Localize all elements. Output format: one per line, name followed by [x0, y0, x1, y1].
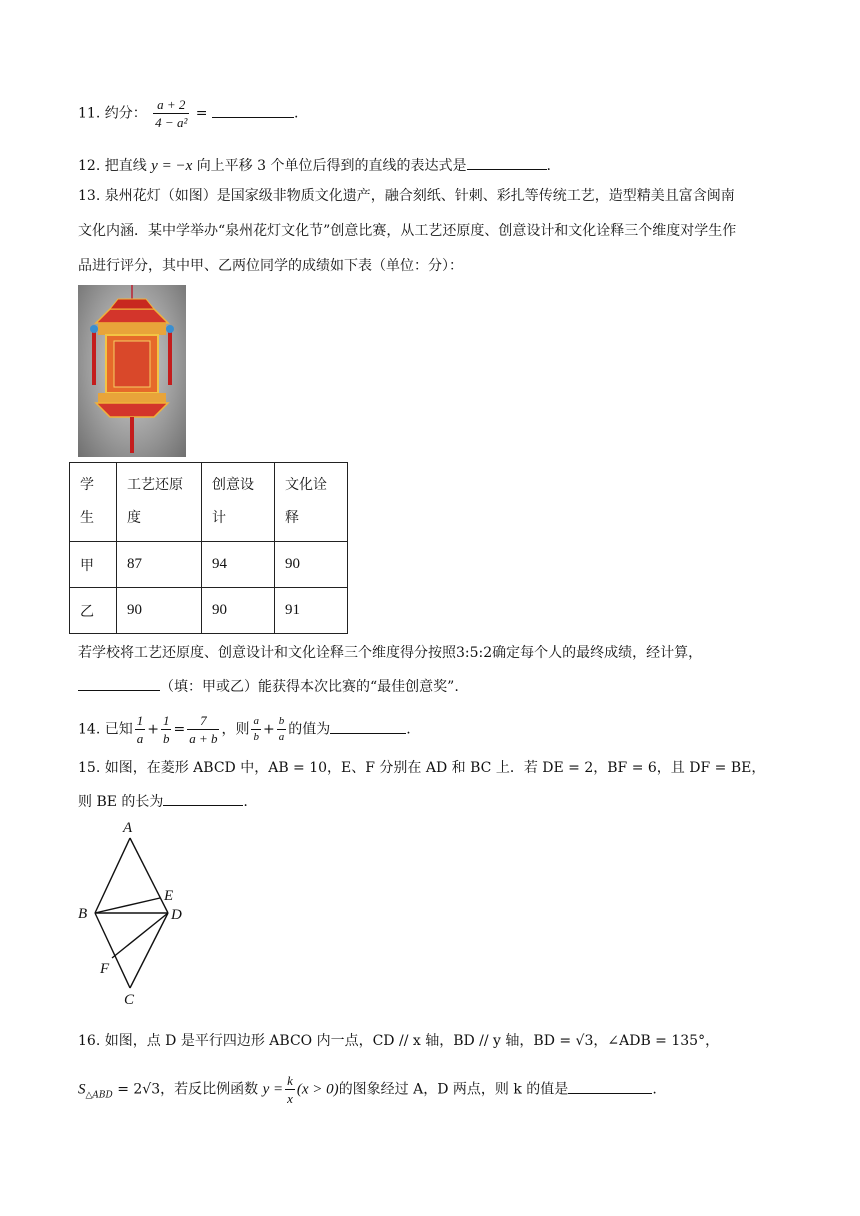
q11-fraction: [153, 98, 189, 129]
label-b: B: [78, 906, 88, 922]
q14-frac-3: $\frac{7}{a + b}$: [189, 713, 218, 746]
header-design: 创意设 计: [202, 463, 275, 542]
label-d: D: [171, 907, 182, 923]
row-1-craft: 87: [117, 542, 202, 588]
q12-end: .: [546, 158, 551, 174]
q14-frac-1: $\frac{1}{a}$: [136, 713, 144, 746]
q14-frac-2: $\frac{1}{b}$: [162, 713, 170, 746]
question-12: [78, 155, 551, 176]
q12-pre: 把直线: [104, 158, 147, 174]
q11-answer-blank[interactable]: [212, 103, 294, 118]
lantern-illustration: [78, 285, 186, 457]
edge-ad: [130, 838, 168, 913]
q13-line-3: 品进行评分，其中甲、乙两位同学的成绩如下表（单位：分）：: [78, 258, 463, 274]
q14-plus: +: [147, 721, 159, 738]
q14-end: .: [406, 721, 411, 738]
q15-end: .: [243, 794, 248, 810]
q14-post: 的值为: [288, 721, 331, 738]
segment-be: [95, 898, 160, 913]
segment-df: [112, 913, 168, 958]
q14-equals: =: [173, 721, 186, 738]
q15-line-1: 15. 如图，在菱形 ABCD 中，AB = 10，E、F 分别在 AD 和 BC 上．若 DE = 2，BF = 6，且 DF = BE，: [78, 760, 766, 776]
q16-answer-blank[interactable]: [568, 1079, 652, 1094]
row-2-culture: 91: [275, 588, 348, 634]
q13-line-1: 13. 泉州花灯（如图）是国家级非物质文化遗产，融合刻纸、针刺、彩扎等传统工艺，造型精美且富含闽南: [78, 188, 735, 204]
q15-line-2: [78, 791, 248, 812]
label-c: C: [124, 992, 135, 1008]
q13-line-2: 文化内涵．某中学举办“泉州花灯文化节”创意比赛，从工艺还原度、创意设计和文化诠释三个维度对学生作: [78, 223, 737, 239]
table-header-row: [70, 463, 348, 542]
q11-prompt: 约分：: [104, 105, 147, 122]
q14-number: 14.: [78, 721, 101, 738]
header-culture: 文化诠 释: [275, 463, 348, 542]
q12-expression: y = −x: [151, 158, 193, 174]
q16-end: .: [652, 1081, 657, 1098]
q13-answer-blank[interactable]: [78, 676, 160, 691]
header-craft: 工艺还原 度: [117, 463, 202, 542]
edge-ab: [95, 838, 130, 913]
label-f: F: [100, 961, 110, 977]
q16-area-value: = 2√3，若反比例函数: [117, 1081, 259, 1098]
question-14: [78, 714, 411, 745]
q11-denominator: 4 − a²: [155, 115, 188, 130]
q16-area-subscript: △ABD: [85, 1090, 113, 1101]
q14-frac-5: $\frac{b}{a}$: [278, 715, 285, 743]
lantern-photo: [78, 285, 186, 457]
q14-pre: 已知: [104, 721, 133, 738]
q14-plus-2: +: [262, 721, 275, 738]
q14-answer-blank[interactable]: [330, 719, 406, 734]
q11-numerator: a + 2: [157, 97, 186, 112]
q12-post: 向上平移 3 个单位后得到的直线的表达式是: [196, 158, 467, 174]
q13-after-2: [78, 676, 459, 697]
row-1-culture: 90: [275, 542, 348, 588]
table-row: [70, 542, 348, 588]
q16-line-2: [78, 1074, 657, 1105]
q13-after-1: 若学校将工艺还原度、创意设计和文化诠释三个维度得分按照3:5:2确定每个人的最终成绩，经计算，: [78, 645, 703, 661]
row-2-craft: 90: [117, 588, 202, 634]
edge-dc: [130, 913, 168, 988]
q14-frac-4: $\frac{a}{b}$: [253, 715, 259, 743]
q15-line-2-pre: 则 BE 的长为: [78, 794, 164, 810]
q13-after-2-text: （填：甲或乙）能获得本次比赛的“最佳创意奖”.: [160, 679, 459, 695]
q15-answer-blank[interactable]: [163, 791, 243, 806]
q12-answer-blank[interactable]: [467, 155, 547, 170]
score-table: [69, 462, 348, 634]
row-2-design: 90: [202, 588, 275, 634]
q16-condition: (x > 0): [296, 1081, 339, 1098]
q11-equals: =: [195, 105, 208, 122]
row-1-design: 94: [202, 542, 275, 588]
q16-area-symbol: S: [78, 1081, 86, 1098]
header-student: 学 生: [70, 463, 117, 542]
q16-function: y =: [262, 1081, 284, 1098]
label-a: A: [123, 820, 133, 836]
q11-number: 11.: [78, 105, 101, 122]
row-1-student: 甲: [70, 542, 117, 588]
row-2-student: 乙: [70, 588, 117, 634]
rhombus-figure: [70, 818, 200, 1013]
label-e: E: [164, 888, 174, 904]
q12-number: 12.: [78, 158, 101, 174]
q11-end: .: [293, 105, 299, 122]
q16-post: 的图象经过 A，D 两点，则 k 的值是: [338, 1081, 569, 1098]
q14-mid: ，则: [221, 721, 250, 738]
question-11: [78, 98, 298, 129]
table-row: [70, 588, 348, 634]
q16-line-1: 16. 如图，点 D 是平行四边形 ABCO 内一点，CD // x 轴，BD // y 轴，BD = √3，∠ADB = 135°，: [78, 1033, 720, 1049]
q16-fraction: $\frac{k}{x}$: [287, 1073, 293, 1106]
